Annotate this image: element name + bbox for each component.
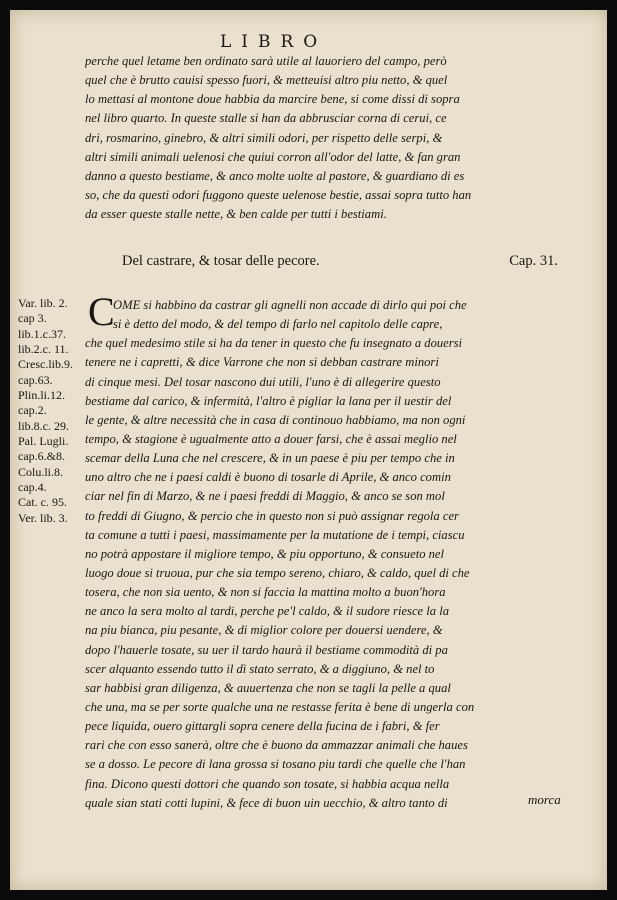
margin-note: lib.1.c.37. bbox=[18, 326, 66, 341]
margin-note: lib.2.c. 11. bbox=[18, 342, 69, 357]
text-line: OME si habbino da castrar gli agnelli non accade di dirlo qui poi che bbox=[113, 298, 467, 312]
text-line: perche quel letame ben ordinato sarà utile al lauoriero del campo, però bbox=[85, 54, 447, 68]
margin-note: Plin.li.12. bbox=[18, 388, 66, 403]
text-line: no potrà appostare il migliore tempo, & piu opportuno, & consueto nel bbox=[85, 546, 445, 561]
text-line: tosera, che non sia uento, & non si faccia la mattina molto a buon'hora bbox=[85, 585, 446, 600]
text-line: tenere ne i capretti, & dice Varrone che non si debban castrare minori bbox=[85, 355, 439, 370]
text-line: tempo, & stagione è ugualmente atto a douer farsi, che è assai meglio nel bbox=[85, 431, 457, 446]
margin-note: Pal. Lugli. bbox=[18, 434, 69, 449]
margin-note: Cresc.lib.9. bbox=[18, 357, 73, 372]
text-line: ne anco la sera molto al tardi, perche pe'l caldo, & il sudore riesce la la bbox=[85, 604, 450, 619]
chapter-number: Cap. 31. bbox=[509, 253, 558, 269]
text-line: ciar nel fin di Marzo, & ne i paesi freddi di Maggio, & anco se son mol bbox=[85, 489, 445, 504]
text-line: lo mettasi al montone doue habbia da marcire bene, si come dissi di sopra bbox=[85, 92, 460, 107]
text-line: ta comune a tutti i paesi, massimamente per la mutatione de i tempi, ciascu bbox=[85, 527, 465, 542]
chapter-heading bbox=[122, 253, 572, 275]
text-line: danno a questo bestiame, & anco molte uolte al pastore, & guardiano di es bbox=[85, 168, 465, 183]
text-line: pece liquida, ouero gittargli sopra cenere della fucina de i fabri, & fer bbox=[85, 719, 440, 734]
text-line: bestiame dal carico, & infermità, l'altro è pigliar la lana per il uestir del bbox=[85, 393, 452, 408]
text-line: na piu bianca, piu pesante, & di miglior colore per douersi uendere, & bbox=[85, 623, 443, 638]
margin-note: cap.4. bbox=[18, 480, 47, 495]
text-line: se a dosso. Le pecore di lana grossa si tosano piu tardi che quelle che l'han bbox=[85, 757, 466, 772]
margin-note: cap 3. bbox=[18, 311, 47, 326]
margin-note: Var. lib. 2. bbox=[18, 296, 68, 310]
text-line: luogo doue si truoua, pur che sia tempo sereno, chiaro, & caldo, quel di che bbox=[85, 565, 470, 580]
text-line: di cinque mesi. Del tosar nascono dui utili, l'uno è di allegerire questo bbox=[85, 374, 441, 389]
text-line: uno altro che ne i paesi caldi è buono di tosarle di Aprile, & anco comin bbox=[85, 470, 451, 485]
text-line: rari che con esso sanerà, oltre che è buono da ammazzar animali che haues bbox=[85, 738, 468, 753]
margin-note: Cat. c. 95. bbox=[18, 495, 67, 510]
text-line: scemar della Luna che nel crescere, & in un paese è piu per tempo che in bbox=[85, 451, 455, 466]
catchword: morca bbox=[528, 792, 561, 807]
margin-note: cap.6.&8. bbox=[18, 449, 65, 464]
text-line: dri, rosmarino, ginebro, & altri simili odori, per rispetto delle serpi, & bbox=[85, 130, 443, 145]
text-line: si è detto del modo, & del tempo di farlo nel capitolo delle capre, bbox=[113, 317, 443, 332]
book-page bbox=[10, 10, 607, 890]
text-line: dopo l'hauerle tosate, su uer il tardo haurà il bestiame commodità di pa bbox=[85, 642, 448, 657]
chapter-title: Del castrare, & tosar delle pecore. bbox=[122, 253, 320, 269]
text-line: altri simili animali uelenosi che quiui corron all'odor del latte, & fan gran bbox=[85, 149, 461, 164]
text-line: so, che da questi odori fuggono queste uelenose bestie, assai sopra tutto han bbox=[85, 187, 472, 202]
paragraph-2 bbox=[85, 296, 585, 813]
drop-cap: C bbox=[88, 289, 115, 334]
text-line: che una, ma se per sorte qualche una ne restasse ferita è bene di ungerla con bbox=[85, 699, 475, 714]
text-line: sar habbisi gran diligenza, & auuertenza che non se tagli la pelle a qual bbox=[85, 680, 451, 695]
margin-note: Ver. lib. 3. bbox=[18, 510, 68, 525]
text-line: nel libro quarto. In queste stalle si han da abbrusciar corna di cerui, ce bbox=[85, 111, 447, 126]
margin-note: cap.63. bbox=[18, 372, 53, 387]
margin-note: lib.8.c. 29. bbox=[18, 418, 69, 433]
paragraph-1 bbox=[85, 52, 585, 224]
text-line: scer alquanto essendo tutto il dì stato serrato, & a diggiuno, & nel to bbox=[85, 661, 435, 676]
running-head: LIBRO bbox=[220, 32, 328, 52]
text-line: quale sian stati cotti lupini, & fece di buon uin uecchio, & altro tanto di bbox=[85, 795, 448, 810]
text-line: le gente, & altre necessità che in casa di continouo habbiamo, ma non ogni bbox=[85, 412, 466, 427]
margin-note: cap.2. bbox=[18, 403, 47, 418]
margin-note: Colu.li.8. bbox=[18, 464, 64, 479]
text-line: to freddi di Giugno, & percio che in questo non si può assignar regola cer bbox=[85, 508, 459, 523]
text-line: da esser queste stalle nette, & ben calde per tutti i bestiami. bbox=[85, 207, 387, 222]
text-line: quel che è brutto cauisi spesso fuori, & metteuisi altro piu netto, & quel bbox=[85, 73, 448, 88]
text-line: fina. Dicono questi dottori che quando son tosate, si habbia acqua nella bbox=[85, 776, 450, 791]
text-line: che quel medesimo stile si ha da tener in questo che fu insegnato a douersi bbox=[85, 336, 463, 351]
